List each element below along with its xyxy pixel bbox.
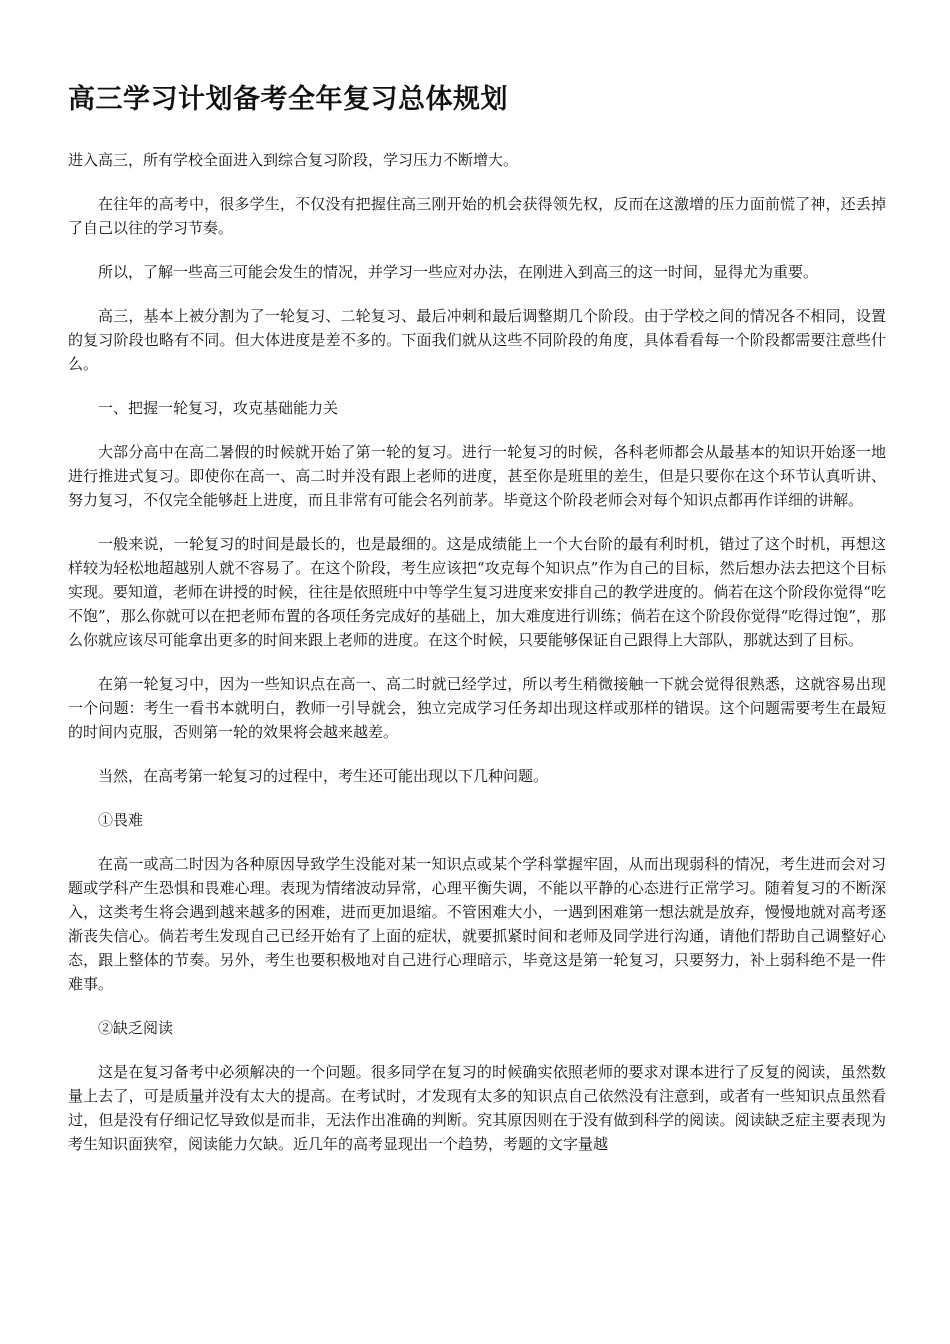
paragraph: 高三，基本上被分割为了一轮复习、二轮复习、最后冲刺和最后调整期几个阶段。由于学校之间的情况各不相同，设置的复习阶段也略有不同。但大体进度是差不多的。下面我们就从这些不同阶段的角度，具体看看每一个阶段都需要注意些什么。 — [68, 307, 886, 373]
document-title: 高三学习计划备考全年复习总体规划 — [68, 84, 508, 115]
subsection-heading: ①畏难 — [98, 811, 144, 829]
paragraph: 在高一或高二时因为各种原因导致学生没能对某一知识点或某个学科掌握牢固，从而出现弱科的情况，考生进而会对习题或学科产生恐惧和畏难心理。表现为情绪波动异常，心理平衡失调，不能以平静的心态进行正常学习。随着复习的不断深入，这类考生将会遇到越来越多的困难，进而更加退缩。不管困难大小，一遇到困难第一想法就是放弃，慢慢地就对高考逐渐丧失信心。倘若考生发现自己已经开始有了上面的症状，就要抓紧时间和老师及同学进行沟通，请他们帮助自己调整好心态，跟上整体的节奏。另外，考生也要积极地对自己进行心理暗示，毕竟这是第一轮复习，只要努力，补上弱科绝不是一件难事。 — [68, 855, 886, 993]
paragraph: 在往年的高考中，很多学生，不仅没有把握住高三刚开始的机会获得领先权，反而在这激增的压力面前慌了神，还丢掉了自己以往的学习节奏。 — [68, 195, 886, 237]
paragraph: 所以，了解一些高三可能会发生的情况，并学习一些应对办法，在刚进入到高三的这一时间，显得尤为重要。 — [98, 263, 819, 281]
paragraph: 这是在复习备考中必须解决的一个问题。很多同学在复习的时候确实依照老师的要求对课本进行了反复的阅读，虽然数量上去了，可是质量并没有太大的提高。在考试时，才发现有太多的知识点自己依然没有注意到，或者有一些知识点虽然看过，但是没有仔细记忆导致似是而非，无法作出准确的判断。究其原因则在于没有做到科学的阅读。阅读缺乏症主要表现为考生知识面狭窄，阅读能力欠缺。近几年的高考显现出一个趋势，考题的文字量越 — [68, 1063, 886, 1153]
paragraph: 一般来说，一轮复习的时间是最长的，也是最细的。这是成绩能上一个大台阶的最有利时机，错过了这个时机，再想这样较为轻松地超越别人就不容易了。在这个阶段，考生应该把“攻克每个知识点”作为自己的目标，然后想办法去把这个目标实现。要知道，老师在讲授的时候，往往是依照班中中等学生复习进度来安排自己的教学进度的。倘若在这个阶段你觉得“吃不饱”，那么你就可以在把老师布置的各项任务完成好的基础上，加大难度进行训练；倘若在这个阶段你觉得“吃得过饱”，那么你就应该尽可能拿出更多的时间来跟上老师的进度。在这个时候，只要能够保证自己跟得上大部队，那就达到了目标。 — [68, 535, 887, 649]
paragraph: 当然，在高考第一轮复习的过程中，考生还可能出现以下几种问题。 — [98, 767, 549, 785]
section-heading: 一、把握一轮复习，攻克基础能力关 — [98, 399, 339, 417]
subsection-heading: ②缺乏阅读 — [98, 1019, 174, 1037]
paragraph-intro: 进入高三，所有学校全面进入到综合复习阶段，学习压力不断增大。 — [68, 151, 519, 169]
paragraph: 大部分高中在高二暑假的时候就开始了第一轮的复习。进行一轮复习的时候，各科老师都会从最基本的知识开始逐一地进行推进式复习。即使你在高一、高二时并没有跟上老师的进度，甚至你是班里的差生，但是只要你在这个环节认真听讲、努力复习，不仅完全能够赶上进度，而且非常有可能会名列前茅。毕竟这个阶段老师会对每个知识点都再作详细的讲解。 — [68, 443, 886, 509]
document-body — [68, 148, 886, 1176]
paragraph: 在第一轮复习中，因为一些知识点在高一、高二时就已经学过，所以考生稍微接触一下就会觉得很熟悉，这就容易出现一个问题：考生一看书本就明白，教师一引导就会，独立完成学习任务却出现这样或那样的错误。这个问题需要考生在最短的时间内克服，否则第一轮的效果将会越来越差。 — [68, 675, 886, 741]
